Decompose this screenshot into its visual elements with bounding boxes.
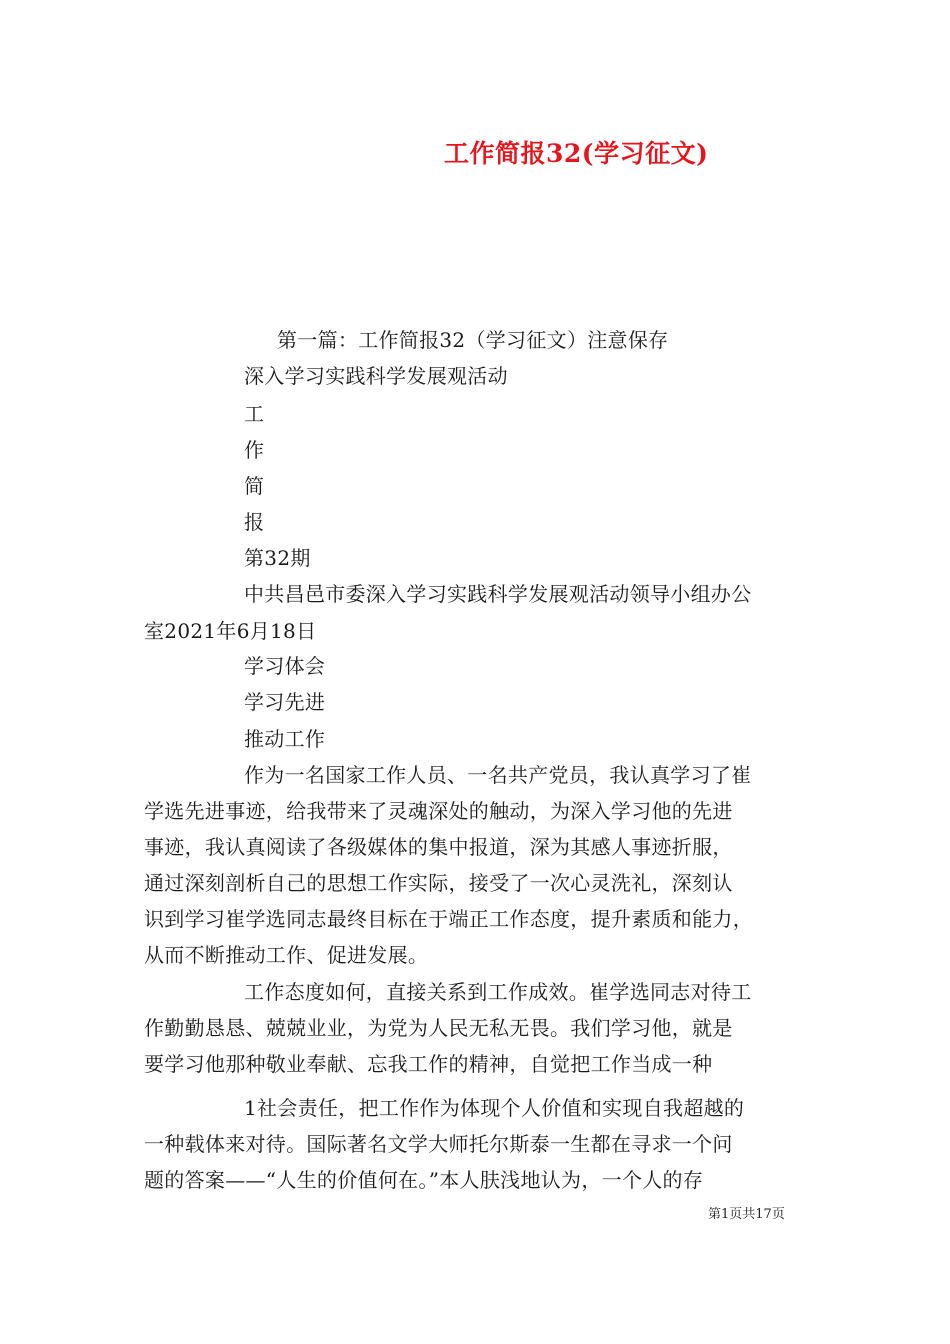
text-line: 识到学习崔学选同志最终目标在于端正工作态度，提升素质和能力， <box>144 907 753 931</box>
text-line: 工 <box>244 402 265 426</box>
text-line: 作勤勤恳恳、兢兢业业，为党为人民无私无畏。我们学习他，就是 <box>144 1016 733 1040</box>
text-line: 中共昌邑市委深入学习实践科学发展观活动领导小组办公 <box>244 582 752 606</box>
page-number-footer: 第1页共17页 <box>708 1207 785 1222</box>
text-line: 学习体会 <box>244 654 326 678</box>
text-line: 第32期 <box>244 546 311 570</box>
document-title: 工作简报32(学习征文) <box>444 139 709 168</box>
text-line: 作 <box>244 438 265 462</box>
text-line: 题的答案——“人生的价值何在。”本人肤浅地认为，一个人的存 <box>144 1168 704 1192</box>
text-line: 作为一名国家工作人员、一名共产党员，我认真学习了崔 <box>244 763 752 787</box>
text-line: 推动工作 <box>244 727 326 751</box>
text-line: 要学习他那种敬业奉献、忘我工作的精神，自觉把工作当成一种 <box>144 1052 713 1076</box>
text-line: 一种载体来对待。国际著名文学大师托尔斯泰一生都在寻求一个问 <box>144 1132 733 1156</box>
text-line: 第一篇：工作简报32（学习征文）注意保存 <box>277 328 669 352</box>
text-line: 通过深刻剖析自己的思想工作实际，接受了一次心灵洗礼，深刻认 <box>144 871 733 895</box>
text-line: 事迹，我认真阅读了各级媒体的集中报道，深为其感人事迹折服， <box>144 835 733 859</box>
text-line: 学习先进 <box>244 690 326 714</box>
text-line: 室2021年6月18日 <box>144 619 317 643</box>
text-line: 报 <box>244 510 265 534</box>
text-line: 1社会责任，把工作作为体现个人价值和实现自我超越的 <box>244 1096 745 1120</box>
text-line: 工作态度如何，直接关系到工作成效。崔学选同志对待工 <box>244 980 752 1004</box>
text-line: 从而不断推动工作、促进发展。 <box>144 943 429 967</box>
text-line: 简 <box>244 474 265 498</box>
text-line: 深入学习实践科学发展观活动 <box>244 364 508 388</box>
text-line: 学选先进事迹，给我带来了灵魂深处的触动，为深入学习他的先进 <box>144 799 733 823</box>
